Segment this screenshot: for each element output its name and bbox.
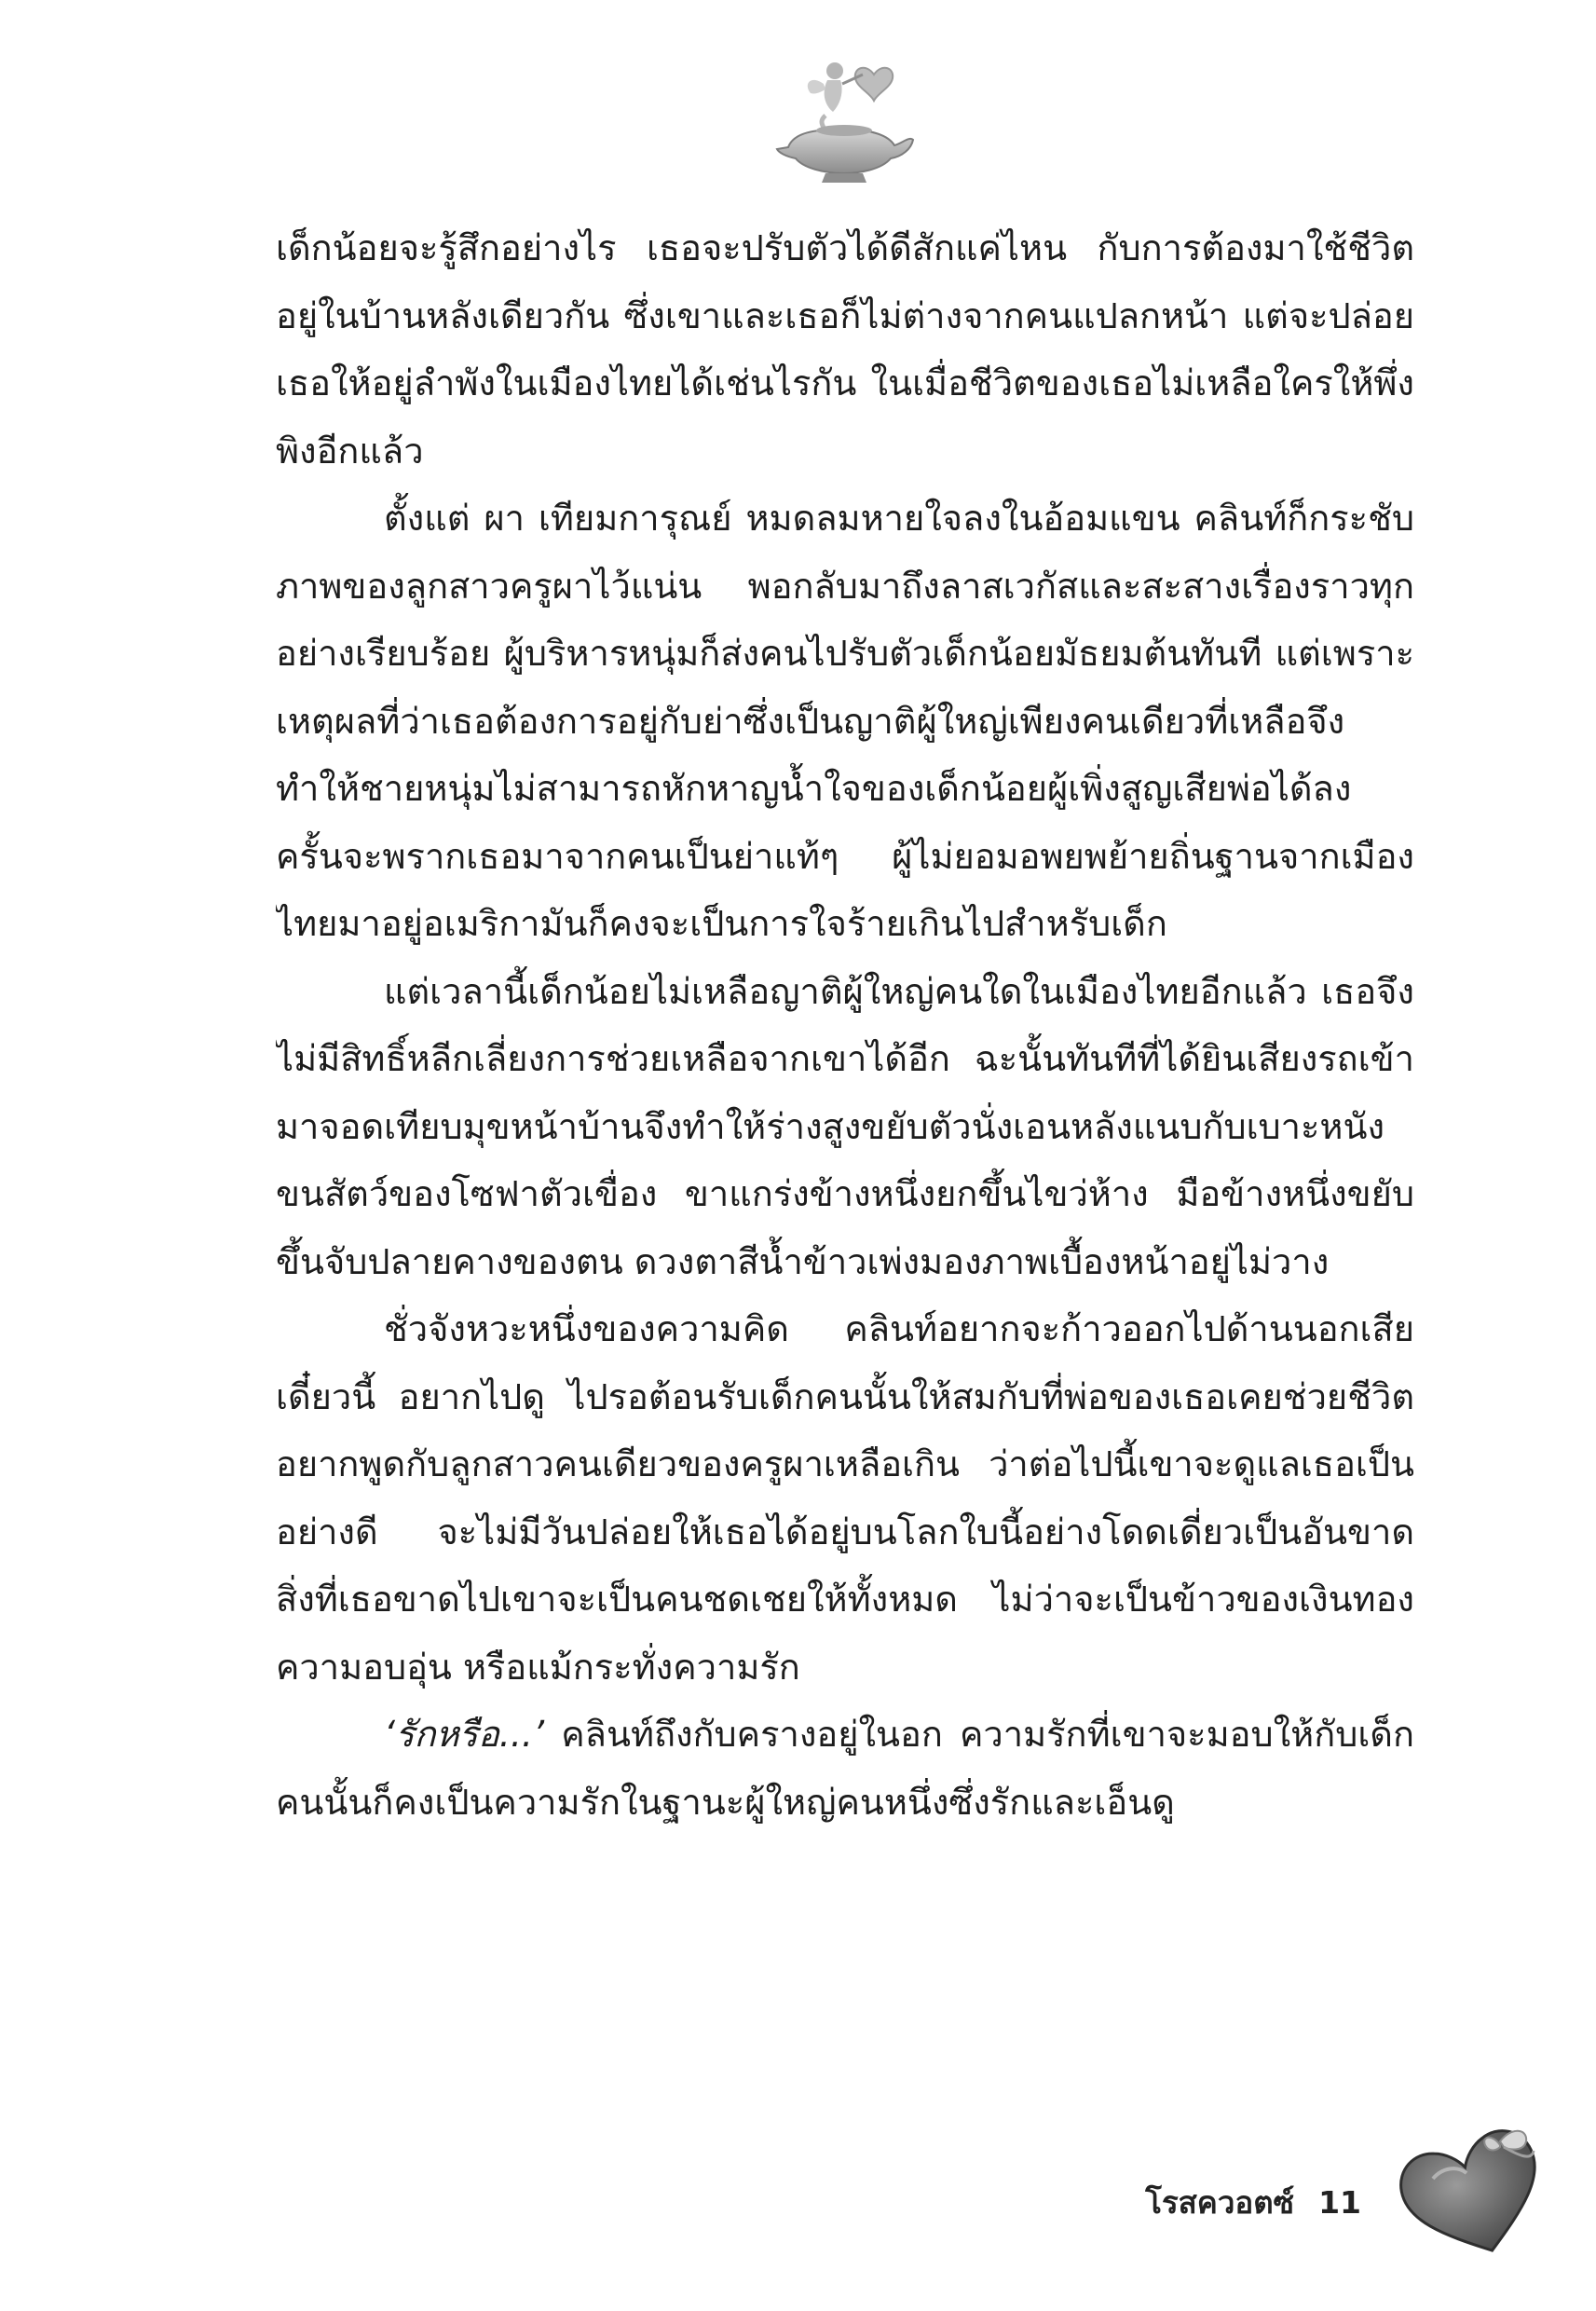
paragraph-4: ชั่วจังหวะหนึ่งของความคิด คลินท์อยากจะก้าวออกไปด้านนอกเสียเดี๋ยวนี้ อยากไปดู ไปรอต้อนรับเด็กคนนั้นให้สมกับที่พ่อของเธอเคยช่วยชีวิต อยากพูดกับลูกสาวคนเดียวของครูผาเหลือเกิน ว่าต่อไปนี้เขาจะดูแลเธอเป็นอย่างดี จะไม่มีวันปล่อยให้เธอได้อยู่บนโลกใบนี้อย่างโดดเดี่ยวเป็นอันขาด สิ่งที่เธอขาดไปเขาจะเป็นคนชดเชยให้ทั้งหมด ไม่ว่าจะเป็นข้าวของเงินทอง ความอบอุ่น หรือแม้กระทั่งความรัก (276, 1308, 1414, 1688)
paragraph-5-text: คลินท์ถึงกับครางอยู่ในอก ความรักที่เขาจะมอบให้กับเด็กคนนั้นก็คงเป็นความรักในฐานะผู้ใหญ่คนหนึ่งซึ่งรักและเอ็นดู (276, 1714, 1414, 1823)
paragraph-3: แต่เวลานี้เด็กน้อยไม่เหลือญาติผู้ใหญ่คนใดในเมืองไทยอีกแล้ว เธอจึงไม่มีสิทธิ์หลีกเลี่ยงการช่วยเหลือจากเขาได้อีก ฉะนั้นทันทีที่ได้ยินเสียงรถเข้ามาจอดเทียบมุขหน้าบ้านจึงทำให้ร่างสูงขยับตัวนั่งเอนหลังแนบกับเบาะหนังขนสัตว์ของโซฟาตัวเขื่อง ขาแกร่งข้างหนึ่งยกขึ้นไขว่ห้าง มือข้างหนึ่งขยับขึ้นจับปลายคางของตน ดวงตาสีน้ำข้าวเพ่งมองภาพเบื้องหน้าอยู่ไม่วาง (276, 970, 1414, 1282)
book-title: โรสควอตซ์ (1145, 2183, 1295, 2221)
italic-thought: ‘รักหรือ...’ (384, 1714, 545, 1755)
paragraph-1: เด็กน้อยจะรู้สึกอย่างไร เธอจะปรับตัวได้ดีสักแค่ไหน กับการต้องมาใช้ชีวิตอยู่ในบ้านหลังเดียวกัน ซึ่งเขาและเธอก็ไม่ต่างจากคนแปลกหน้า แต่จะปล่อยเธอให้อยู่ลำพังในเมืองไทยได้เช่นไรกัน ในเมื่อชีวิตของเธอไม่เหลือใครให้พึ่งพิงอีกแล้ว (276, 227, 1414, 472)
paragraph-5 (276, 1701, 1414, 1836)
genie-lamp-cupid-icon (770, 47, 919, 186)
paragraph-2: ตั้งแต่ ผา เทียมการุณย์ หมดลมหายใจลงในอ้อมแขน คลินท์ก็กระชับภาพของลูกสาวครูผาไว้แน่น พอกลับมาถึงลาสเวกัสและสะสางเรื่องราวทุกอย่างเรียบร้อย ผู้บริหารหนุ่มก็ส่งคนไปรับตัวเด็กน้อยมัธยมต้นทันที แต่เพราะเหตุผลที่ว่าเธอต้องการอยู่กับย่าซึ่งเป็นญาติผู้ใหญ่เพียงคนเดียวที่เหลือจึงทำให้ชายหนุ่มไม่สามารถหักหาญน้ำใจของเด็กน้อยผู้เพิ่งสูญเสียพ่อได้ลง ครั้นจะพรากเธอมาจากคนเป็นย่าแท้ๆ ผู้ไม่ยอมอพยพย้ายถิ่นฐานจากเมืองไทยมาอยู่อเมริกามันก็คงจะเป็นการใจร้ายเกินไปสำหรับเด็ก (276, 498, 1414, 944)
heart-gift-box-icon (1396, 2113, 1554, 2272)
page-number: 11 (1318, 2183, 1361, 2221)
page-footer (1145, 2176, 1361, 2228)
page-body-text (276, 214, 1414, 2153)
